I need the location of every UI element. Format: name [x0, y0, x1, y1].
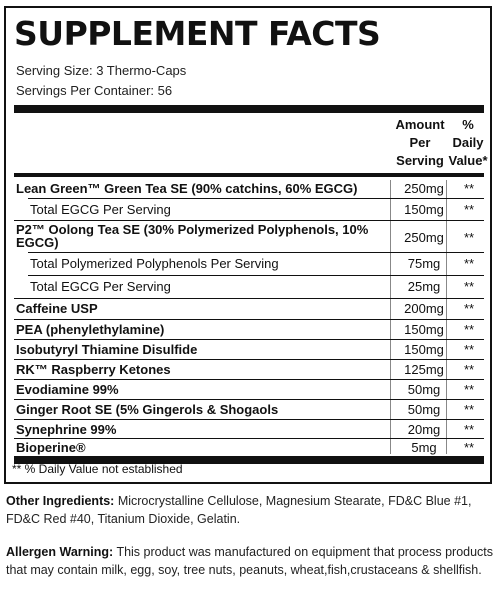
row-divider [28, 198, 484, 199]
allergen-warning [6, 543, 494, 579]
ingredient-name: Lean Green™ Green Tea SE (90% catchins, 60% EGCG) [16, 181, 358, 196]
ingredient-daily-value: ** [463, 402, 475, 417]
ingredient-name: PEA (phenylethylamine) [16, 322, 165, 337]
ingredient-amount: 5mg [411, 440, 437, 455]
dv-header-line: Daily [452, 135, 484, 150]
ingredient-name: Bioperine® [16, 440, 86, 455]
row-divider [14, 220, 484, 221]
thick-divider-top [14, 105, 484, 113]
ingredient-amount: 200mg [404, 301, 444, 316]
ingredient-amount: 50mg [407, 402, 441, 417]
allergen-warning-label: Allergen Warning: [6, 545, 114, 559]
other-ingredients-label: Other Ingredients: [6, 494, 115, 508]
row-divider [14, 419, 484, 420]
ingredient-amount: 75mg [407, 256, 441, 271]
ingredient-name: P2™ Oolong Tea SE (30% Polymerized Polyphenols, 10% EGCG) [16, 222, 369, 250]
ingredient-name: Total Polymerized Polyphenols Per Serving [30, 256, 279, 271]
ingredient-daily-value: ** [463, 202, 475, 217]
ingredient-daily-value: ** [463, 230, 475, 245]
panel-title: SUPPLEMENT FACTS [14, 14, 381, 53]
serving-size: Serving Size: 3 Thermo-Caps [16, 63, 187, 78]
other-ingredients [6, 492, 494, 528]
ingredient-daily-value: ** [463, 181, 475, 196]
ingredient-amount: 25mg [407, 279, 441, 294]
ingredient-daily-value: ** [463, 422, 475, 437]
other-ingredients-text: Microcrystalline Cellulose, Magnesium Stearate, FD&C Blue #1, FD&C Red #40, Titanium Dioxide, Gelatin. [6, 494, 472, 526]
dv-header-line: Value* [448, 153, 488, 168]
ingredient-name: RK™ Raspberry Ketones [16, 362, 171, 377]
servings-per-container: Servings Per Container: 56 [16, 83, 173, 98]
row-divider [14, 298, 484, 299]
ingredient-name: Synephrine 99% [16, 422, 117, 437]
allergen-warning-text: This product was manufactured on equipment that process products that may contain milk, egg, soy, tree nuts, peanuts, wheat,fish,crustaceans & shellfish. [6, 545, 494, 577]
row-divider [28, 252, 484, 253]
ingredient-daily-value: ** [463, 342, 475, 357]
ingredient-daily-value: ** [463, 279, 475, 294]
column-header-amount [390, 116, 450, 170]
daily-value-footnote: ** % Daily Value not established [12, 462, 183, 476]
row-divider [14, 438, 484, 439]
ingredient-daily-value: ** [463, 382, 475, 397]
ingredient-amount: 250mg [404, 181, 444, 196]
ingredient-daily-value: ** [463, 256, 475, 271]
ingredient-amount: 50mg [407, 382, 441, 397]
row-divider [14, 319, 484, 320]
row-divider [14, 379, 484, 380]
ingredient-amount: 20mg [407, 422, 441, 437]
ingredient-daily-value: ** [463, 322, 475, 337]
ingredient-amount: 150mg [404, 342, 444, 357]
ingredient-name: Isobutyryl Thiamine Disulfide [16, 342, 198, 357]
ingredient-name: Caffeine USP [16, 301, 98, 316]
column-header-daily-value [443, 116, 493, 170]
amount-header-line: Amount [395, 117, 445, 132]
row-divider [14, 339, 484, 340]
ingredient-name: Total EGCG Per Serving [30, 279, 171, 294]
ingredient-daily-value: ** [463, 301, 475, 316]
amount-header-line: Serving [396, 153, 444, 168]
ingredient-amount: 250mg [404, 230, 444, 245]
ingredient-name: Total EGCG Per Serving [30, 202, 171, 217]
row-divider [14, 399, 484, 400]
table-row [14, 222, 484, 252]
ingredient-amount: 125mg [404, 362, 444, 377]
ingredient-amount: 150mg [404, 202, 444, 217]
row-divider [28, 275, 484, 276]
dv-header-line: % [462, 117, 474, 132]
medium-divider [14, 173, 484, 177]
ingredient-daily-value: ** [463, 440, 475, 455]
amount-header-line: Per [409, 135, 431, 150]
supplement-facts-panel [4, 6, 492, 484]
row-divider [14, 359, 484, 360]
ingredient-name: Ginger Root SE (5% Gingerols & Shogaols [16, 402, 279, 417]
ingredient-daily-value: ** [463, 362, 475, 377]
ingredient-amount: 150mg [404, 322, 444, 337]
ingredient-name: Evodiamine 99% [16, 382, 119, 397]
